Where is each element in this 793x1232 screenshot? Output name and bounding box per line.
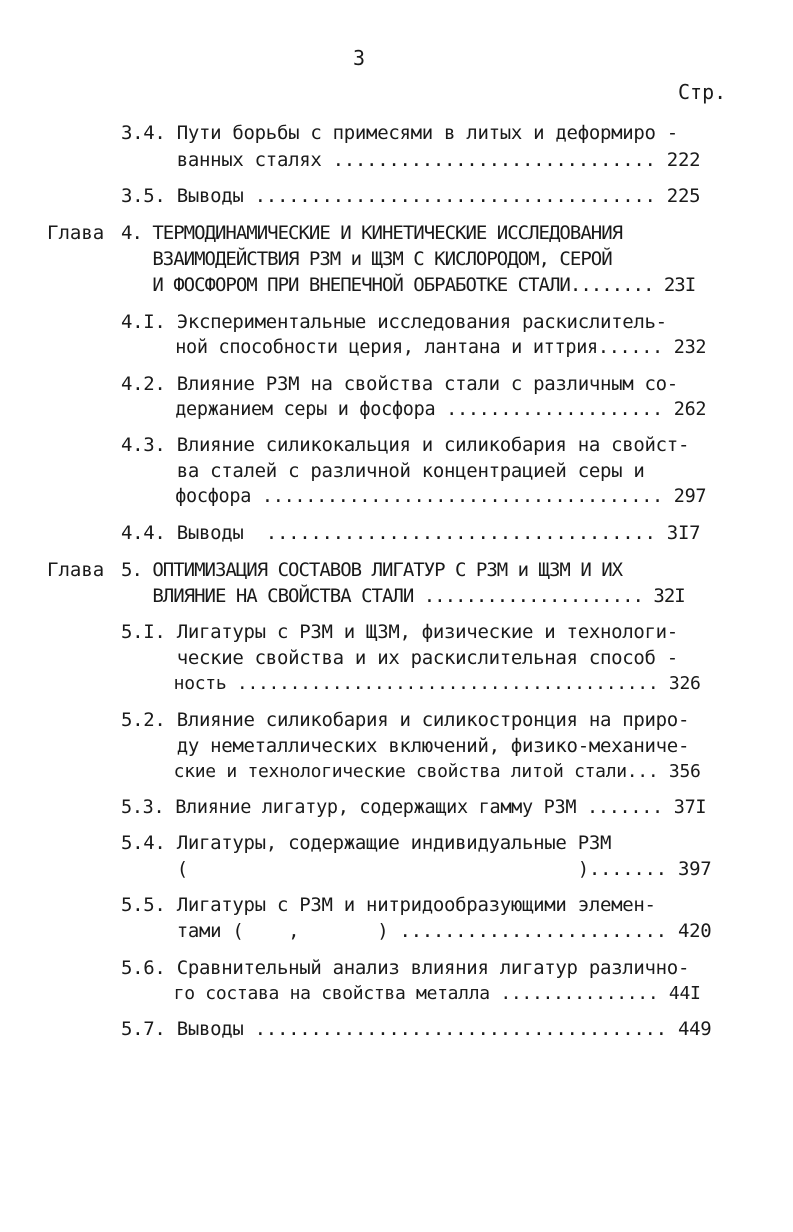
page-column-header: Стр. <box>678 80 727 104</box>
toc-entry-line: го состава на свойства металла ............... 44I <box>121 983 701 1004</box>
toc-entry-line: 3.5. Выводы .................................... 225 <box>121 185 701 207</box>
toc-entry-line: ( )....... 397 <box>121 858 712 880</box>
toc-chapter-line: ВЗАИМОДЕЙСТВИЯ РЗМ и ЩЗМ С КИСЛОРОДОМ, СЕРОЙ <box>121 248 612 270</box>
toc-entry-line: 5.3. Влияние лигатур, содержащих гамму РЗМ ....... 37I <box>121 797 707 818</box>
toc-entry-line: ной способности церия, лантана и иттрия...... 232 <box>121 337 707 358</box>
toc-chapter-line: ВЛИЯНИЕ НА СВОЙСТВА СТАЛИ ..................... 32I <box>121 585 685 607</box>
toc-entry-line: 3.4. Пути борьбы с примесями в литых и деформиро - <box>121 122 678 144</box>
toc-entry-line: ские и технологические свойства литой стали... 356 <box>121 761 701 782</box>
toc-chapter-line: 5. ОПТИМИЗАЦИЯ СОСТАВОВ ЛИГАТУР С РЗМ и ЩЗМ И ИХ <box>121 559 623 581</box>
toc-entry-line: ду неметаллических включений, физико-механиче- <box>121 735 690 757</box>
toc-entry-line: 5.7. Выводы ..................................... 449 <box>121 1018 712 1040</box>
toc-entry-line: 5.5. Лигатуры с РЗМ и нитридообразующими элемен- <box>121 894 656 916</box>
toc-entry-line: 5.I. Лигатуры с РЗМ и ЩЗМ, физические и технологи- <box>121 621 678 643</box>
toc-entry-line: 4.3. Влияние силикокальция и силикобария на свойст- <box>121 434 690 456</box>
toc-entry-line: фосфора ..................................... 297 <box>121 486 707 507</box>
toc-entry-line: тами ( , ) ........................ 420 <box>121 920 712 942</box>
toc-chapter-line: И ФОСФОРОМ ПРИ ВНЕПЕЧНОЙ ОБРАБОТКЕ СТАЛИ........ 23I <box>121 274 696 296</box>
toc-entry-line: 5.4. Лигатуры, содержащие индивидуальные РЗМ <box>121 832 612 854</box>
toc-entry-line: ва сталей с различной концентрацией серы и <box>121 460 645 482</box>
toc-entry-line: ность ........................................ 326 <box>121 673 701 694</box>
toc-entry-line: 5.6. Сравнительный анализ влияния лигатур различно- <box>121 957 690 979</box>
toc-entry-line: 4.4. Выводы ................................... 3I7 <box>121 522 701 544</box>
chapter-label: Глава <box>47 222 105 244</box>
toc-chapter-line: 4. ТЕРМОДИНАМИЧЕСКИЕ И КИНЕТИЧЕСКИЕ ИССЛЕДОВАНИЯ <box>121 222 623 244</box>
toc-entry-line: 4.I. Экспериментальные исследования раскислитель- <box>121 311 667 333</box>
toc-entry-line: 4.2. Влияние РЗМ на свойства стали с различным со- <box>121 373 678 395</box>
toc-entry-line: держанием серы и фосфора .................... 262 <box>121 399 707 420</box>
toc-entry-line: ческие свойства и их раскислительная способ - <box>121 647 678 669</box>
toc-entry-line: ванных сталях ............................. 222 <box>121 149 701 171</box>
page-number: 3 <box>353 46 366 70</box>
toc-entry-line: 5.2. Влияние силикобария и силикостронция на приро- <box>121 709 690 731</box>
chapter-label: Глава <box>47 559 105 581</box>
